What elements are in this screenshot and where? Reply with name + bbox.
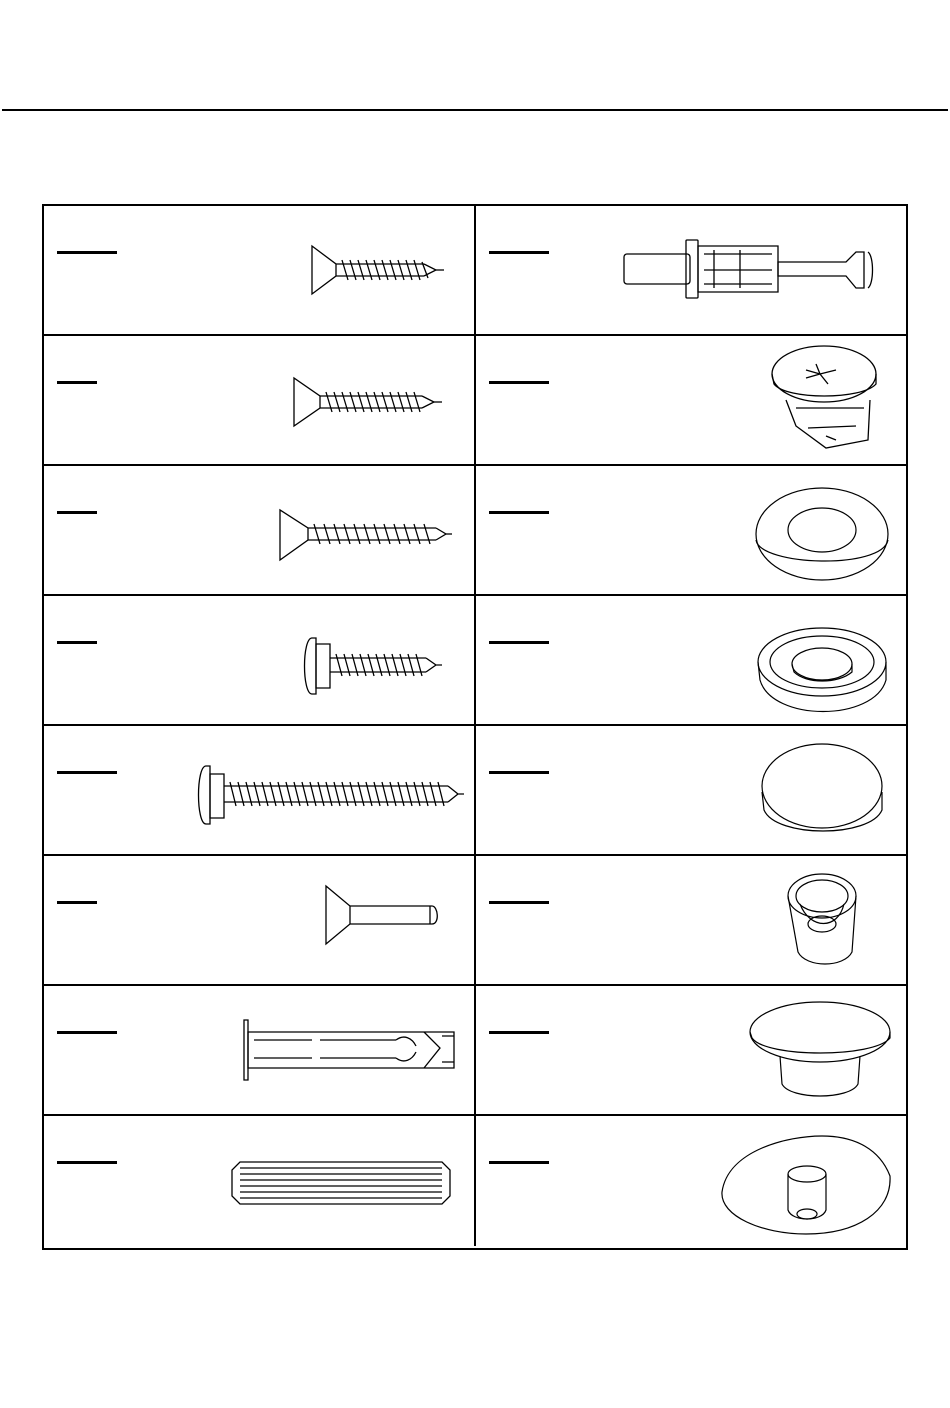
part-cell-right-5 bbox=[476, 726, 906, 856]
hardware-parts-table bbox=[42, 204, 908, 1250]
part-cell-left-5 bbox=[44, 726, 476, 856]
part-cell-left-3 bbox=[44, 466, 476, 596]
part-cell-right-7 bbox=[476, 986, 906, 1116]
part-cell-left-4 bbox=[44, 596, 476, 726]
countersunk-screw-icon bbox=[44, 336, 476, 466]
mushroom-plug-icon bbox=[476, 986, 906, 1116]
long-pan-head-screw-icon bbox=[44, 726, 476, 856]
cam-bolt-dowel-icon bbox=[476, 206, 906, 336]
part-cell-left-1 bbox=[44, 206, 476, 336]
expansion-anchor-icon bbox=[44, 986, 476, 1116]
flat-washer-icon bbox=[476, 466, 906, 596]
raised-washer-icon bbox=[476, 596, 906, 726]
part-cell-left-6 bbox=[44, 856, 476, 986]
cam-lock-fitting-icon bbox=[476, 336, 906, 466]
cover-cap-icon bbox=[476, 726, 906, 856]
cup-plug-icon bbox=[476, 856, 906, 986]
countersunk-bolt-icon bbox=[44, 856, 476, 986]
part-cell-left-2 bbox=[44, 336, 476, 466]
part-cell-right-6 bbox=[476, 856, 906, 986]
part-cell-left-8 bbox=[44, 1116, 476, 1246]
part-cell-right-1 bbox=[476, 206, 906, 336]
countersunk-screw-icon bbox=[44, 206, 476, 336]
part-cell-right-4 bbox=[476, 596, 906, 726]
part-cell-right-3 bbox=[476, 466, 906, 596]
wooden-dowel-icon bbox=[44, 1116, 476, 1246]
part-cell-left-7 bbox=[44, 986, 476, 1116]
part-cell-right-8 bbox=[476, 1116, 906, 1246]
dome-cap-icon bbox=[476, 1116, 906, 1246]
part-cell-right-2 bbox=[476, 336, 906, 466]
pan-head-screw-icon bbox=[44, 596, 476, 726]
top-rule bbox=[2, 109, 948, 111]
countersunk-screw-icon bbox=[44, 466, 476, 596]
